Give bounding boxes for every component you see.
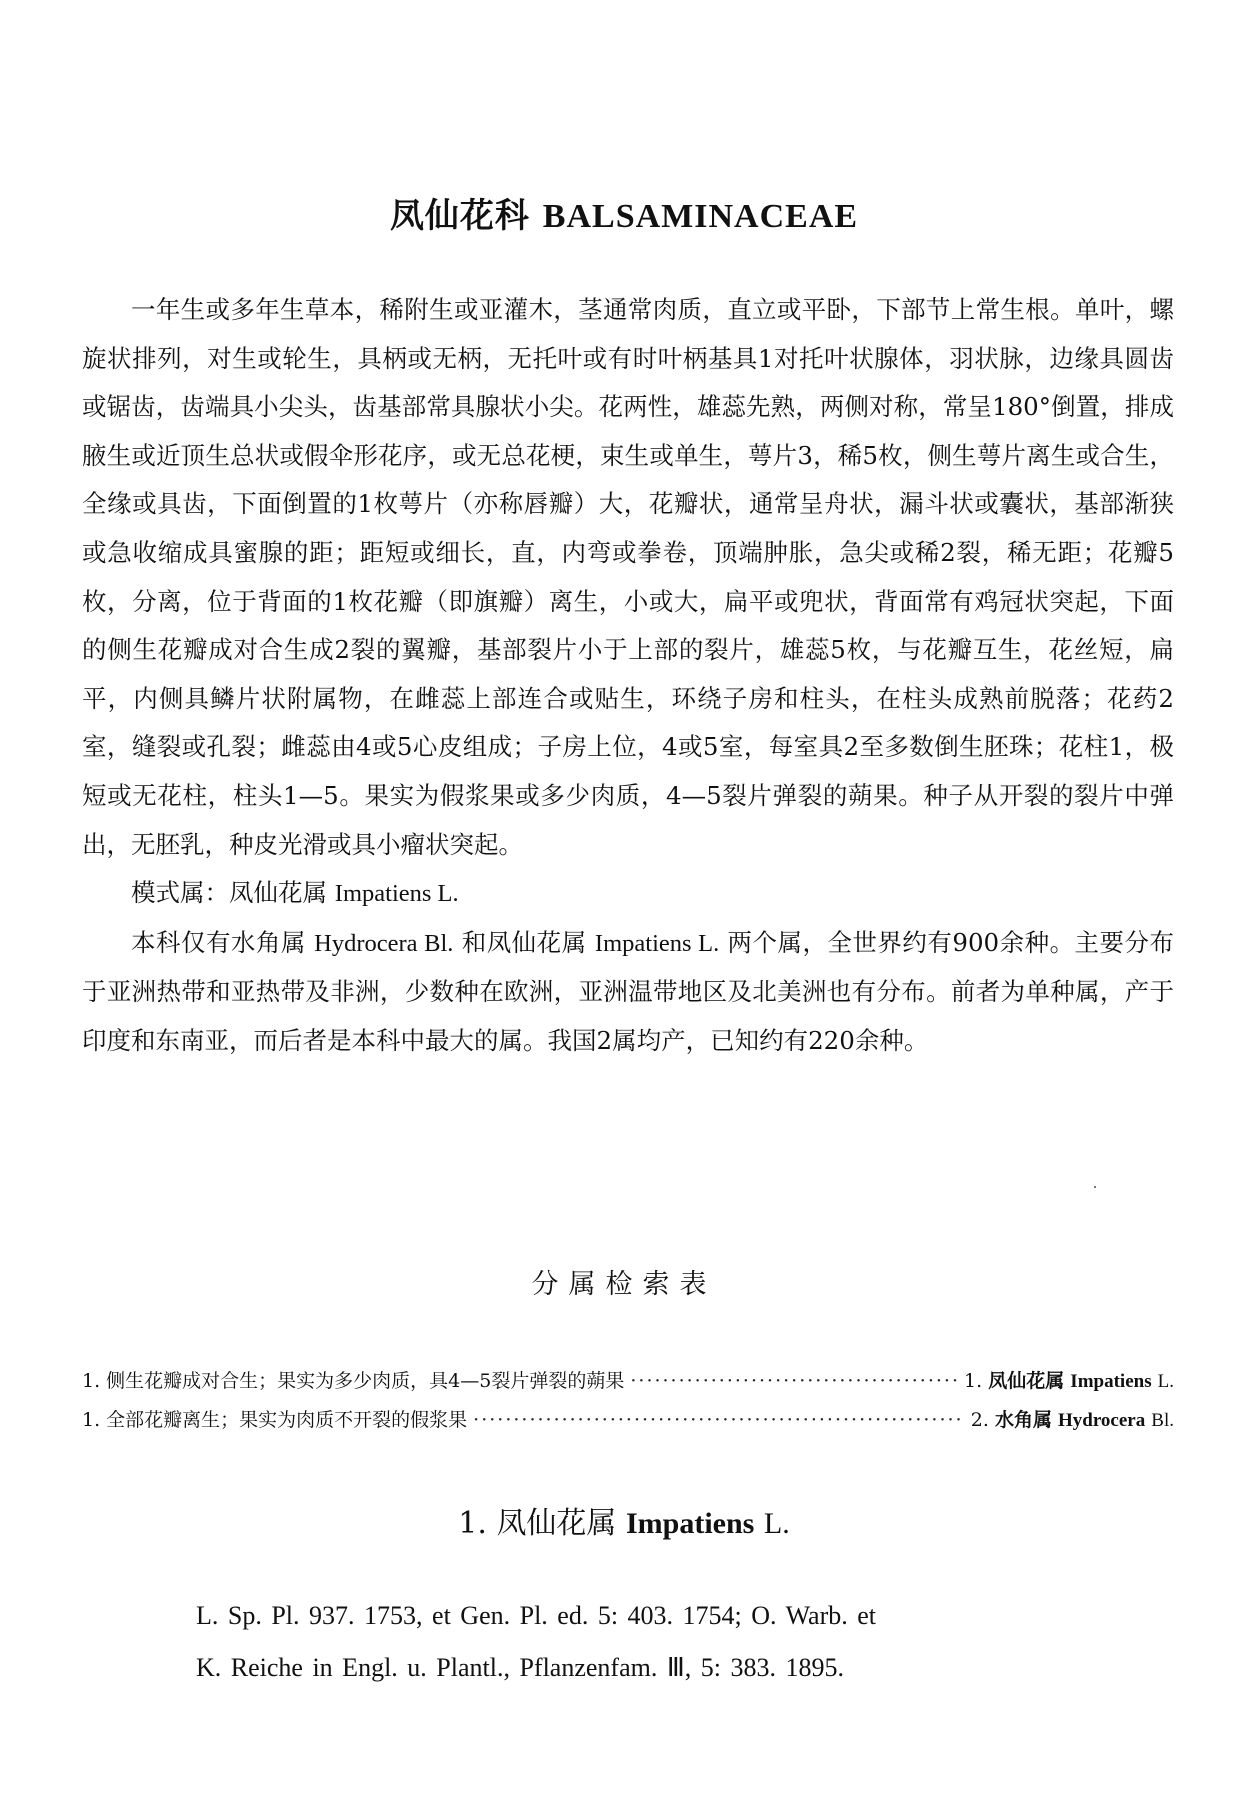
genus-number: 1. <box>458 1506 487 1541</box>
key-row-target <box>964 1366 1174 1393</box>
key-row-genus-latin: Hydrocera <box>1058 1410 1146 1431</box>
type-genus-line <box>82 869 1174 919</box>
description-paragraph: 一年生或多年生草本，稀附生或亚灌木，茎通常肉质，直立或平卧，下部节上常生根。单叶，螺旋状排列，对生或轮生，具柄或无柄，无托叶或有时叶柄基具1对托叶状腺体，羽状脉，边缘具圆齿或锯齿，齿端具小尖头，齿基部常具腺状小尖。花两性，雄蕊先熟，两侧对称，常呈180°倒置，排成腋生或近顶生总状或假伞形花序，或无总花梗，束生或单生，萼片3，稀5枚，侧生萼片离生或合生，全缘或具齿，下面倒置的1枚萼片（亦称唇瓣）大，花瓣状，通常呈舟状，漏斗状或囊状，基部渐狭或急收缩成具蜜腺的距；距短或细长，直，内弯或拳卷，顶端肿胀，急尖或稀2裂，稀无距；花瓣5枚，分离，位于背面的1枚花瓣（即旗瓣）离生，小或大，扁平或兜状，背面常有鸡冠状突起，下面的侧生花瓣成对合生成2裂的翼瓣，基部裂片小于上部的裂片，雄蕊5枚，与花瓣互生，花丝短，扁平，内侧具鳞片状附属物，在雌蕊上部连合或贴生，环绕子房和柱头，在柱头成熟前脱落；花药2室，缝裂或孔裂；雌蕊由4或5心皮组成；子房上位，4或5室，每室具2至多数倒生胚珠；花柱1，极短或无花柱，柱头1—5。果实为假浆果或多少肉质，4—5裂片弹裂的蒴果。种子从开裂的裂片中弹出，无胚乳，种皮光滑或具小瘤状突起。 <box>82 295 1174 859</box>
key-row-lead: 1. 侧生花瓣成对合生；果实为多少肉质，具4—5裂片弹裂的蒴果 <box>82 1370 625 1392</box>
distribution-paragraph <box>82 919 1174 1066</box>
key-row <box>82 1405 1174 1432</box>
type-genus-label: 模式属： <box>131 878 229 908</box>
type-genus-latin: Impatiens L. <box>334 880 459 908</box>
key-title: 分属检索表 <box>531 1269 717 1300</box>
distribution-text-b: 和凤仙花属 <box>461 927 587 957</box>
genus-title-latin: Impatiens <box>625 1507 755 1540</box>
reference-line: K. Reiche in Engl. u. Plantl., Pflanzenfam. Ⅲ, 5: 383. 1895. <box>196 1653 844 1682</box>
leader-dots <box>473 1409 965 1431</box>
key-row-lead: 1. 全部花瓣离生；果实为肉质不开裂的假浆果 <box>82 1409 468 1431</box>
impatiens-name: Impatiens L. <box>594 929 720 957</box>
key-row-author: L. <box>1157 1371 1174 1392</box>
key-row-number: 1. <box>964 1370 983 1392</box>
genus-title <box>0 1498 1248 1542</box>
genus-title-chinese: 凤仙花属 <box>496 1506 617 1541</box>
genus-author: L. <box>763 1507 790 1540</box>
family-description <box>82 286 1174 1066</box>
family-title <box>0 188 1248 237</box>
family-title-chinese: 凤仙花科 <box>389 196 530 236</box>
family-title-latin: BALSAMINACEAE <box>542 198 859 235</box>
reference-line: L. Sp. Pl. 937. 1753, et Gen. Pl. ed. 5: 403. 1754; O. Warb. et <box>196 1601 877 1630</box>
leader-dots <box>630 1370 958 1392</box>
distribution-text-c: 两个属，全世界约有900余种。主要分布于亚洲热带和亚热带及非洲，少数种在欧洲，亚洲温带地区及北美洲也有分布。前者为单种属，产于印度和东南亚，而后者是本科中最大的属。我国2属均产，已知约有220余种。 <box>82 927 1175 1055</box>
key-row-author: Bl. <box>1151 1410 1174 1431</box>
scan-speck <box>1094 1186 1096 1188</box>
key-row-genus-latin: Impatiens <box>1070 1371 1152 1392</box>
key-row-number: 2. <box>970 1409 989 1431</box>
distribution-text-a: 本科仅有水角属 <box>131 927 306 957</box>
key-row-genus-chinese: 凤仙花属 <box>988 1370 1065 1392</box>
type-genus-chinese: 凤仙花属 <box>229 878 327 908</box>
hydrocera-name: Hydrocera Bl. <box>314 929 454 957</box>
key-row-target <box>971 1405 1174 1432</box>
key-row-genus-chinese: 水角属 <box>994 1409 1052 1431</box>
key-row <box>82 1366 1174 1393</box>
genus-references <box>196 1590 1096 1694</box>
